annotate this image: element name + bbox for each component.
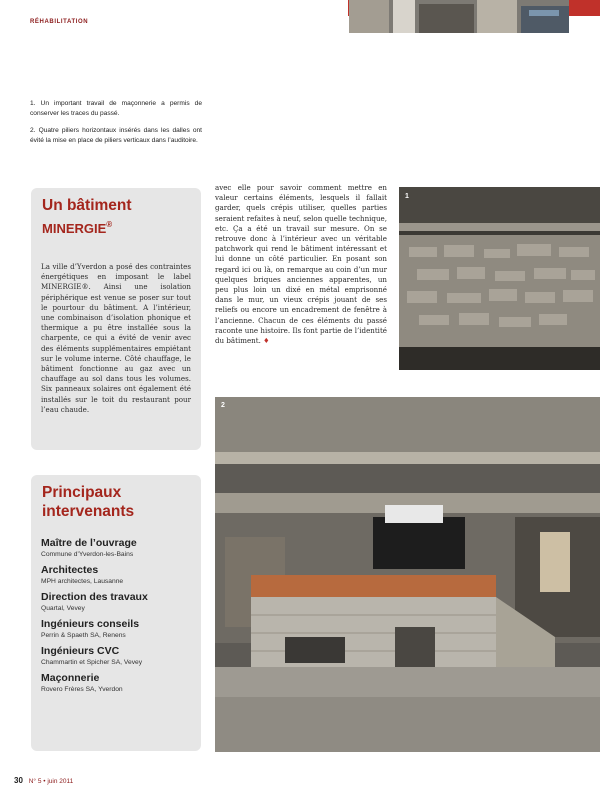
role-company: Perrin & Spaeth SA, Renens <box>41 632 126 639</box>
intervenants-title-line1: Principaux <box>42 484 122 501</box>
intervenants-sidebar <box>31 475 201 751</box>
role-item <box>41 645 196 667</box>
page-number: 30 <box>14 776 23 785</box>
role-item <box>41 537 196 559</box>
role-name: Ingénieurs CVC <box>41 645 120 657</box>
caption-2: 2. Quatre piliers horizontaux insérés dans les dalles ont évité la mise en place de piliers verticaux dans l’auditoire. <box>30 127 202 144</box>
header-photo-strip <box>349 0 569 33</box>
registered-mark: ® <box>106 220 113 229</box>
intervenants-title-line2: intervenants <box>42 503 135 520</box>
caption-1: 1. Un important travail de maçonnerie a permis de conserver les traces du passé. <box>30 100 202 117</box>
photo-2-number: 2 <box>221 402 225 409</box>
minergie-title-line2: MINERGIE <box>42 221 107 236</box>
role-item <box>41 591 196 613</box>
intervenants-list <box>41 537 196 699</box>
page-footer <box>14 776 73 785</box>
role-company: Commune d’Yverdon-les-Bains <box>41 551 134 558</box>
minergie-sidebar <box>31 188 201 450</box>
minergie-title-line1: Un bâtiment <box>42 197 132 214</box>
role-company: Chammartin et Spicher SA, Vevey <box>41 659 143 666</box>
photo-captions <box>30 99 202 153</box>
role-name: Maçonnerie <box>41 672 100 684</box>
article-text: avec elle pour savoir comment mettre en valeur certains éléments, lesquels il fallait garder, quels crépis utiliser, quelles parties seraient refaites à neuf, selon quelle technique, etc. Ça a été un travail sur mesure. On se retrouve donc à l’intérieur avec un véritable patchwork qui rend le bâtiment intéressant et lui donne un côté particulier. En posant son regard ici ou là, on remarque au coin d’un mur quelques briques anciennes apparentes, un peu plus loin un dixé en métal emprisonné dans le mur, un vieux crépis jouant de ses reliefs ou encore un encadrement de fenêtre à l’ancienne. Chacun de ces éléments du passé raconte une histoire. Ils font partie de l’identité du bâtiment. <box>215 183 387 346</box>
role-name: Maître de l’ouvrage <box>41 537 137 549</box>
minergie-title <box>42 196 132 238</box>
role-name: Ingénieurs conseils <box>41 618 140 630</box>
role-item <box>41 618 196 640</box>
minergie-text: La ville d’Yverdon a posé des contraintes énergétiques en imposant le label MINERGIE®. Ainsi une isolation périphérique est venue se poser sur tout le pourtour du bâtiment. A l’intérieur, une combinaison d’isolation phonique et thermique a pu être installée sous la charpente, ce qui a évité de venir avec des éléments supplémentaires empiétant sur le volume interne. Côté chauffage, le bâtiment fonctionne au gaz avec un chauffage au sol dans tous les volumes. Six panneaux solaires ont également été installés sur le toit du restaurant pour l’eau chaude. <box>41 262 191 414</box>
photo-masonry-wall <box>399 187 600 370</box>
role-name: Architectes <box>41 564 99 576</box>
role-company: Quartal, Vevey <box>41 605 85 612</box>
role-name: Direction des travaux <box>41 591 148 603</box>
photo-auditorium-interior <box>215 397 600 752</box>
role-company: MPH architectes, Lausanne <box>41 578 124 585</box>
issue-info: N° 5 • juin 2011 <box>28 778 74 785</box>
end-mark: ♦ <box>263 336 270 346</box>
role-company: Rovero Frères SA, Yverdon <box>41 686 123 693</box>
role-item <box>41 672 196 694</box>
intervenants-title <box>42 483 134 521</box>
section-label: RÉHABILITATION <box>30 19 89 25</box>
role-item <box>41 564 196 586</box>
article-body <box>215 183 387 346</box>
photo-1-number: 1 <box>405 193 409 200</box>
